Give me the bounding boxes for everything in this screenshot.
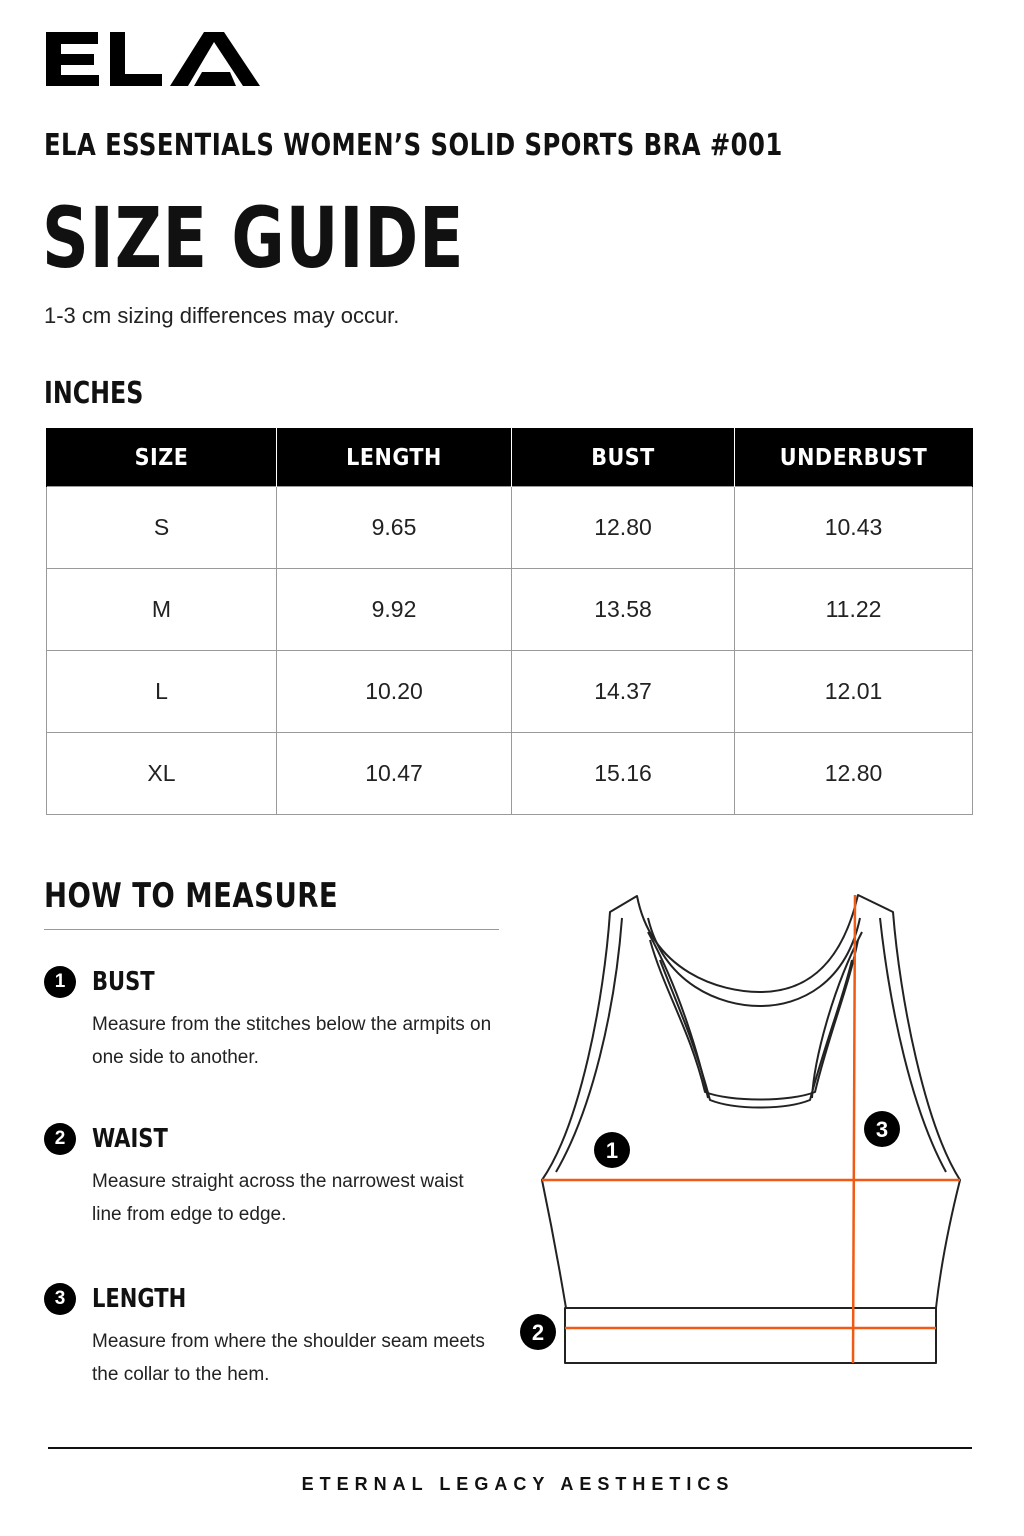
ela-logo	[44, 28, 264, 88]
table-row	[47, 569, 973, 651]
cell-underbust: 12.01	[735, 651, 973, 733]
table-row	[47, 651, 973, 733]
cell-underbust: 10.43	[735, 487, 973, 569]
cell-size: XL	[47, 733, 277, 815]
cell-length: 9.92	[277, 569, 512, 651]
marker-label: 1	[605, 1138, 619, 1163]
units-label: INCHES	[44, 376, 144, 411]
marker-label: 3	[875, 1117, 889, 1142]
marker-bust	[594, 1132, 630, 1168]
cell-bust: 13.58	[512, 569, 735, 651]
footer-divider	[48, 1447, 972, 1449]
table-header-row	[47, 429, 973, 487]
step-description: Measure straight across the narrowest waist line from edge to edge.	[92, 1171, 464, 1225]
table-row	[47, 733, 973, 815]
cell-size: M	[47, 569, 277, 651]
step-description: Measure from the stitches below the armpits on one side to another.	[92, 1014, 492, 1068]
marker-waist	[520, 1314, 556, 1350]
cell-underbust: 12.80	[735, 733, 973, 815]
cell-underbust: 11.22	[735, 569, 973, 651]
sizing-note: 1-3 cm sizing differences may occur.	[44, 303, 400, 328]
header-size: SIZE	[47, 429, 277, 487]
marker-length	[864, 1111, 900, 1147]
product-title: ELA ESSENTIALS WOMEN’S SOLID SPORTS BRA #001	[44, 128, 783, 163]
footer-tagline: ETERNAL LEGACY AESTHETICS	[301, 1474, 735, 1494]
cell-length: 10.20	[277, 651, 512, 733]
step-label: WAIST	[92, 1124, 168, 1154]
size-table	[46, 428, 973, 815]
cell-bust: 14.37	[512, 651, 735, 733]
cell-bust: 15.16	[512, 733, 735, 815]
step-label: LENGTH	[92, 1284, 187, 1314]
cell-length: 10.47	[277, 733, 512, 815]
section-divider	[44, 929, 499, 930]
sports-bra-diagram	[515, 885, 985, 1385]
cell-length: 9.65	[277, 487, 512, 569]
cell-bust: 12.80	[512, 487, 735, 569]
marker-label: 2	[531, 1320, 545, 1345]
step-number-badge: 3	[44, 1283, 76, 1315]
step-description: Measure from where the shoulder seam meets the collar to the hem.	[92, 1331, 485, 1385]
step-number-badge: 2	[44, 1123, 76, 1155]
how-to-measure-heading: HOW TO MEASURE	[44, 876, 339, 916]
header-underbust: UNDERBUST	[735, 429, 973, 487]
header-bust: BUST	[512, 429, 735, 487]
cell-size: S	[47, 487, 277, 569]
step-label: BUST	[92, 967, 155, 997]
step-number-badge: 1	[44, 966, 76, 998]
header-length: LENGTH	[277, 429, 512, 487]
length-measure-line	[853, 895, 855, 1363]
cell-size: L	[47, 651, 277, 733]
table-row	[47, 487, 973, 569]
page-title: SIZE GUIDE	[42, 189, 465, 287]
